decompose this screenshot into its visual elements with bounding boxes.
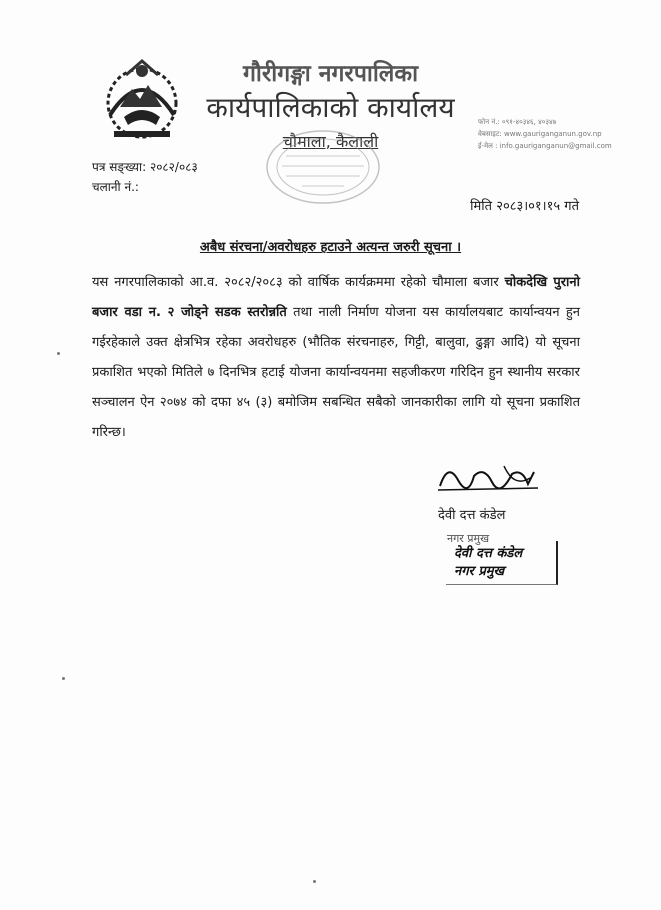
office-place: चौमाला, कैलाली [282,132,379,151]
stamp-name: देवी दत्त कंडेल [454,546,523,561]
body-text-bold: चोकदेखि पुरानो बजार वडा न. २ जोड्ने सडक स्तरोन्नति [92,275,580,320]
reference-number: पत्र सङ्ख्या: २०८२/०८३ [92,160,198,174]
handwritten-signature-icon [434,458,544,500]
contact-email: ई-मेल : info.gauriganganun@gmail.com [478,142,612,150]
notice-body [92,268,580,448]
signer-name: देवी दत्त कंडेल [438,508,506,523]
signer-title: नगर प्रमुख [447,532,490,545]
office-name: कार्यपालिकाको कार्यालय [206,91,455,124]
body-text-part1: यस नगरपालिकाको आ.व. २०८२/२०८३ को वार्षिक कार्यक्रममा रहेको चौमाला बजार [92,275,505,290]
office-seal-icon [262,126,384,208]
reference-block [92,157,198,197]
dispatch-number: चलानी नं.: [92,180,139,194]
notice-subject: अबैध संरचना/अवरोधहरु हटाउने अत्यन्त जरुरी सूचना । [199,240,462,255]
contact-phone: फोन नं.: ०९१-४०३४६, ४०३४७ [478,118,557,126]
contact-website: वेबसाइट: www.gauriganganun.gov.np [478,130,602,138]
contact-block [478,116,612,152]
org-name: गौरीगङ्गा नगरपालिका [242,61,419,87]
stamp-title: नगर प्रमुख [454,564,505,579]
scan-speck [57,352,60,355]
scan-speck [62,677,65,680]
scan-speck [313,880,316,883]
name-stamp [446,541,558,585]
letter-date: मिति २०८३।०१।१५ गते [470,199,579,214]
body-text-part2: तथा नाली निर्माण योजना यस कार्यालयबाट कार्यान्वयन हुन गईरहेकाले उक्त क्षेत्रभित्र रहेका अवरोधहरु (भौतिक संरचनाहरु, गिट्टी, बालुवा, ढुङ्गा आदि) यो सूचना प्रकाशित भएको मितिले ७ दिनभित्र हटाई योजना कार्यान्वयनमा सहजीकरण गरिदिन हुन स्थानीय सरकार सञ्चालन ऐन २०७४ को दफा ४५ (३) बमोजिम सबन्धित सबैको जानकारीका लागि यो सूचना प्रकाशित गरिन्छ। [92,305,580,440]
